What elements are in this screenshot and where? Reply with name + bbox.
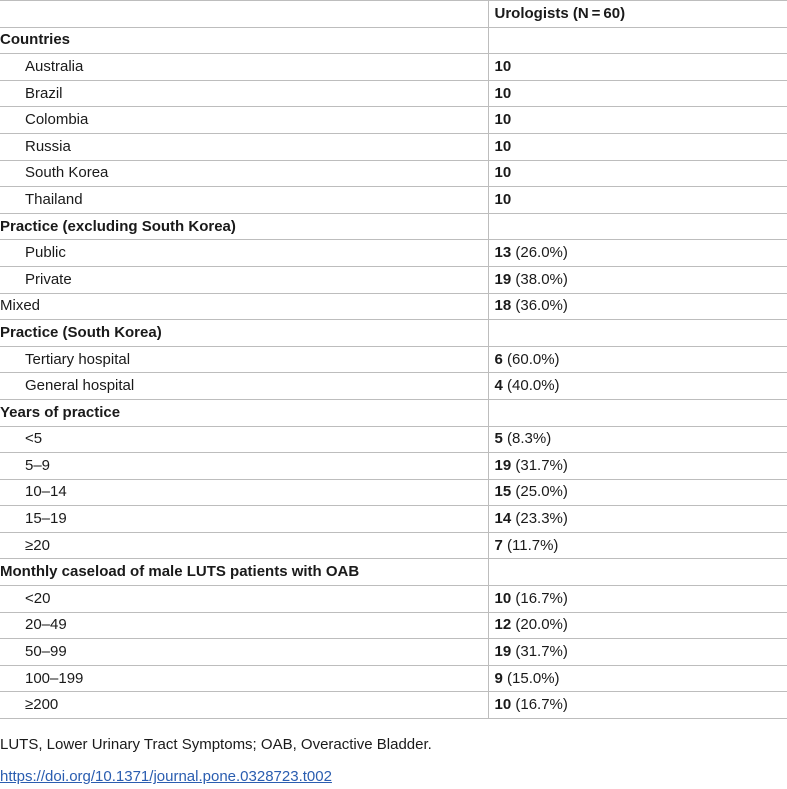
value-cell [488, 320, 787, 347]
row-label: Thailand [0, 187, 488, 214]
count-value: 6 [494, 350, 503, 368]
header-row [0, 1, 787, 28]
value-cell [488, 559, 787, 586]
percent-value: (25.0%) [511, 483, 568, 501]
count-value: 19 [494, 270, 512, 288]
table-row [0, 506, 787, 533]
count-value: 10 [494, 137, 512, 155]
count-value: 9 [494, 669, 503, 687]
table-body [0, 27, 787, 718]
percent-value: (8.3%) [502, 430, 552, 448]
row-label: Australia [0, 54, 488, 81]
row-label: 15–19 [0, 506, 488, 533]
row-label: 20–49 [0, 612, 488, 639]
table-row [0, 187, 787, 214]
value-cell [488, 612, 787, 639]
value-cell [488, 107, 787, 134]
table-row [0, 586, 787, 613]
percent-value: (20.0%) [511, 616, 568, 634]
section-label: Practice (South Korea) [0, 320, 488, 347]
value-cell [488, 213, 787, 240]
percent-value: (16.7%) [511, 696, 568, 714]
percent-value: (40.0%) [502, 377, 560, 395]
value-cell [488, 665, 787, 692]
table-row [0, 612, 787, 639]
header-urologists-cell: Urologists (N = 60) [488, 1, 787, 28]
row-label: ≥200 [0, 692, 488, 719]
value-cell [488, 639, 787, 666]
value-cell [488, 399, 787, 426]
count-value: 5 [494, 430, 503, 448]
count-value: 18 [494, 297, 512, 315]
section-label: Practice (excluding South Korea) [0, 213, 488, 240]
percent-value: (23.3%) [511, 510, 568, 528]
doi-link[interactable]: https://doi.org/10.1371/journal.pone.0328723.t002 [0, 768, 332, 786]
table-row [0, 80, 787, 107]
row-label: General hospital [0, 373, 488, 400]
count-value: 19 [494, 456, 512, 474]
row-label: South Korea [0, 160, 488, 187]
count-value: 12 [494, 616, 512, 634]
row-label: 100–199 [0, 665, 488, 692]
row-label: Colombia [0, 107, 488, 134]
count-value: 10 [494, 589, 512, 607]
value-cell [488, 266, 787, 293]
value-cell [488, 506, 787, 533]
value-cell [488, 54, 787, 81]
count-value: 10 [494, 111, 512, 129]
header-label-cell [0, 1, 488, 28]
value-cell [488, 293, 787, 320]
table-row [0, 373, 787, 400]
value-cell [488, 692, 787, 719]
table-row [0, 532, 787, 559]
table-row [0, 692, 787, 719]
percent-value: (11.7%) [502, 536, 559, 554]
value-cell [488, 373, 787, 400]
value-cell [488, 27, 787, 54]
table-row [0, 266, 787, 293]
count-value: 19 [494, 643, 512, 661]
value-cell [488, 346, 787, 373]
row-label: Public [0, 240, 488, 267]
table-row [0, 453, 787, 480]
count-value: 4 [494, 377, 503, 395]
count-value: 10 [494, 164, 512, 182]
section-row [0, 27, 787, 54]
row-label: 5–9 [0, 453, 488, 480]
percent-value: (15.0%) [502, 669, 560, 687]
percent-value: (16.7%) [511, 589, 568, 607]
table-row [0, 665, 787, 692]
row-label: Private [0, 266, 488, 293]
percent-value: (26.0%) [511, 244, 568, 262]
count-value: 14 [494, 510, 512, 528]
table-row [0, 160, 787, 187]
value-cell [488, 133, 787, 160]
section-row [0, 559, 787, 586]
table-row [0, 426, 787, 453]
count-value: 10 [494, 57, 512, 75]
row-label: <20 [0, 586, 488, 613]
count-value: 15 [494, 483, 512, 501]
section-label: Countries [0, 27, 488, 54]
table-row [0, 54, 787, 81]
value-cell [488, 532, 787, 559]
table-row [0, 479, 787, 506]
value-cell [488, 160, 787, 187]
table-footnote: LUTS, Lower Urinary Tract Symptoms; OAB, Overactive Bladder. [0, 736, 432, 754]
section-row [0, 320, 787, 347]
value-cell [488, 479, 787, 506]
value-cell [488, 240, 787, 267]
section-row [0, 213, 787, 240]
row-label: 10–14 [0, 479, 488, 506]
percent-value: (31.7%) [511, 643, 568, 661]
table-row [0, 639, 787, 666]
percent-value: (60.0%) [502, 350, 560, 368]
table-row [0, 107, 787, 134]
section-row [0, 399, 787, 426]
count-value: 10 [494, 84, 512, 102]
section-label: Monthly caseload of male LUTS patients with OAB [0, 559, 488, 586]
table-row [0, 133, 787, 160]
section-label: Years of practice [0, 399, 488, 426]
value-cell [488, 426, 787, 453]
count-value: 13 [494, 244, 512, 262]
value-cell [488, 586, 787, 613]
percent-value: (36.0%) [511, 297, 568, 315]
row-label: Mixed [0, 293, 488, 320]
count-value: 7 [494, 536, 503, 554]
row-label: Tertiary hospital [0, 346, 488, 373]
value-cell [488, 80, 787, 107]
count-value: 10 [494, 190, 512, 208]
row-label: Russia [0, 133, 488, 160]
row-label: 50–99 [0, 639, 488, 666]
table-row [0, 346, 787, 373]
count-value: 10 [494, 696, 512, 714]
row-label: ≥20 [0, 532, 488, 559]
table-row [0, 293, 787, 320]
row-label: <5 [0, 426, 488, 453]
value-cell [488, 453, 787, 480]
percent-value: (38.0%) [511, 270, 568, 288]
percent-value: (31.7%) [511, 456, 568, 474]
value-cell [488, 187, 787, 214]
table-row [0, 240, 787, 267]
row-label: Brazil [0, 80, 488, 107]
